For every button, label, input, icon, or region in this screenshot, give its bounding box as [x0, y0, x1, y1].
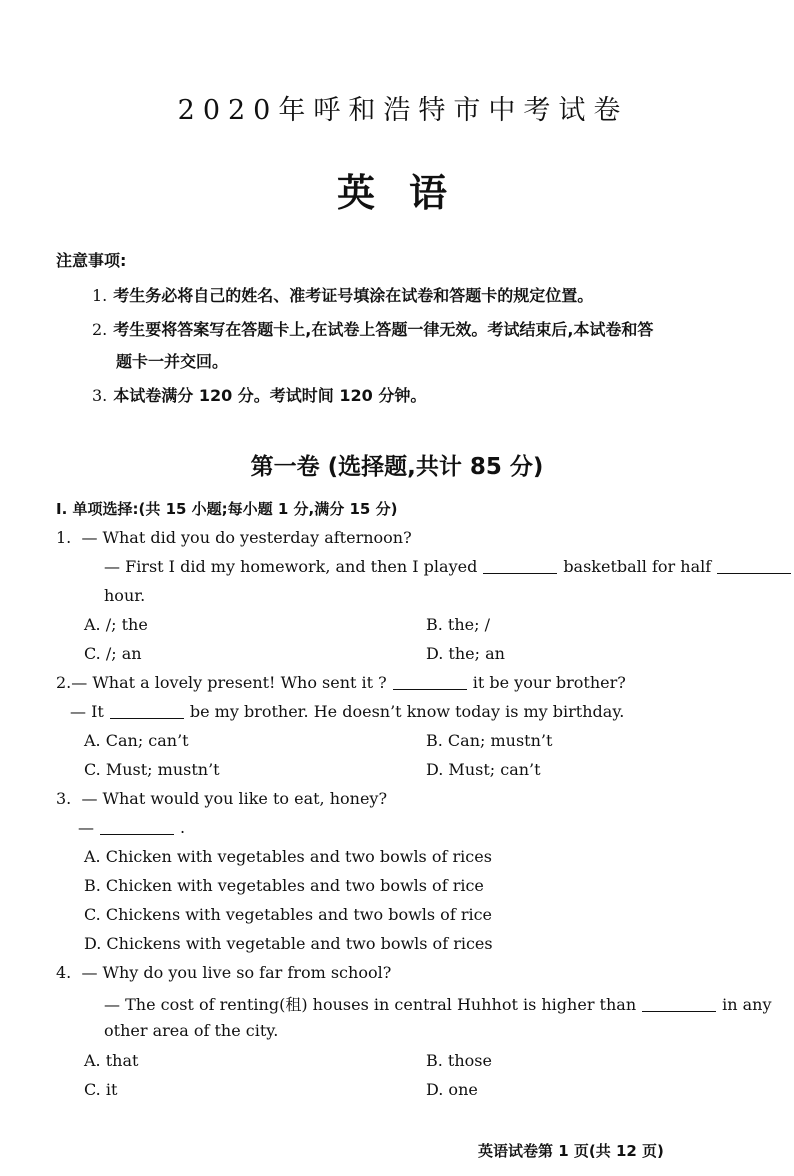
part-title: 第一卷 (选择题,共计 85 分)	[250, 454, 544, 480]
notice-item-text: 考生要将答案写在答题卡上,在试卷上答题一律无效。考试结束后,本试卷和答	[113, 320, 654, 339]
notice-heading: 注意事项:	[56, 251, 127, 270]
response-text: — First I did my homework, and then I played	[104, 557, 478, 576]
answer-blank	[110, 717, 184, 719]
option-c: C. Must; mustn’t	[84, 760, 220, 779]
option-a: A. /; the	[84, 615, 148, 634]
question-4-response	[104, 992, 772, 1015]
option-b: B. the; /	[426, 615, 490, 634]
question-4-continuation: other area of the city.	[104, 1021, 279, 1040]
notice-item-number: 1.	[92, 286, 108, 305]
response-text: in any	[722, 995, 772, 1014]
answer-blank	[393, 688, 467, 690]
notice-item-number: 3.	[92, 386, 108, 405]
option-d: D. Must; can’t	[426, 760, 541, 779]
exam-title: 2020年呼和浩特市中考试卷	[177, 95, 629, 126]
notice-item-continuation: 题卡一并交回。	[116, 352, 229, 371]
answer-blank	[100, 833, 174, 835]
answer-blank	[483, 572, 557, 574]
question-text: it be your brother?	[472, 673, 626, 692]
option-b: B. those	[426, 1051, 492, 1070]
notice-item-number: 2.	[92, 320, 108, 339]
response-text: .	[180, 818, 186, 837]
question-text: — Why do you live so far from school?	[81, 963, 392, 982]
notice-item-1	[92, 280, 782, 312]
answer-blank	[717, 572, 791, 574]
question-3-response	[78, 818, 185, 837]
section-heading: I. 单项选择:(共 15 小题;每小题 1 分,满分 15 分)	[56, 500, 398, 518]
option-a: A. Chicken with vegetables and two bowls of rices	[84, 847, 492, 866]
option-c: C. it	[84, 1080, 118, 1099]
question-number: 3.	[56, 789, 72, 808]
question-4-prompt	[56, 963, 391, 982]
page-footer: 英语试卷第 1 页(共 12 页)	[478, 1142, 664, 1160]
notice-item-text: 本试卷满分 120 分。考试时间 120 分钟。	[113, 386, 427, 405]
response-text: basketball for half	[563, 557, 712, 576]
response-text: —	[78, 818, 94, 837]
question-3-prompt	[56, 789, 387, 808]
question-number: 1.	[56, 528, 72, 547]
option-d: D. one	[426, 1080, 478, 1099]
notice-item-text: 考生务必将自己的姓名、准考证号填涂在试卷和答题卡的规定位置。	[113, 286, 594, 305]
notice-item-2	[92, 314, 782, 378]
answer-blank	[642, 1010, 716, 1012]
response-text: be my brother. He doesn’t know today is my birthday.	[189, 702, 625, 721]
subject-title: 英语	[336, 171, 481, 215]
response-text: — The cost of renting(租) houses in central Huhhot is higher than	[104, 995, 637, 1014]
question-text: — What did you do yesterday afternoon?	[81, 528, 412, 547]
question-text: — What would you like to eat, honey?	[81, 789, 388, 808]
question-2-response	[70, 702, 624, 721]
response-text: — It	[70, 702, 104, 721]
question-number: 2.	[56, 673, 72, 692]
option-b: B. Can; mustn’t	[426, 731, 553, 750]
option-c: C. Chickens with vegetables and two bowls of rice	[84, 905, 493, 924]
option-a: A. Can; can’t	[84, 731, 189, 750]
option-a: A. that	[84, 1051, 139, 1070]
question-1-response	[104, 557, 794, 576]
question-text: — What a lovely present! Who sent it ?	[71, 673, 387, 692]
option-c: C. /; an	[84, 644, 142, 663]
option-b: B. Chicken with vegetables and two bowls of rice	[84, 876, 484, 895]
question-number: 4.	[56, 963, 72, 982]
question-1-continuation: hour.	[104, 586, 146, 605]
question-1-prompt	[56, 528, 412, 547]
option-d: D. the; an	[426, 644, 505, 663]
notice-item-3	[92, 380, 782, 412]
option-d: D. Chickens with vegetable and two bowls of rices	[84, 934, 493, 953]
question-2-prompt	[56, 673, 626, 692]
